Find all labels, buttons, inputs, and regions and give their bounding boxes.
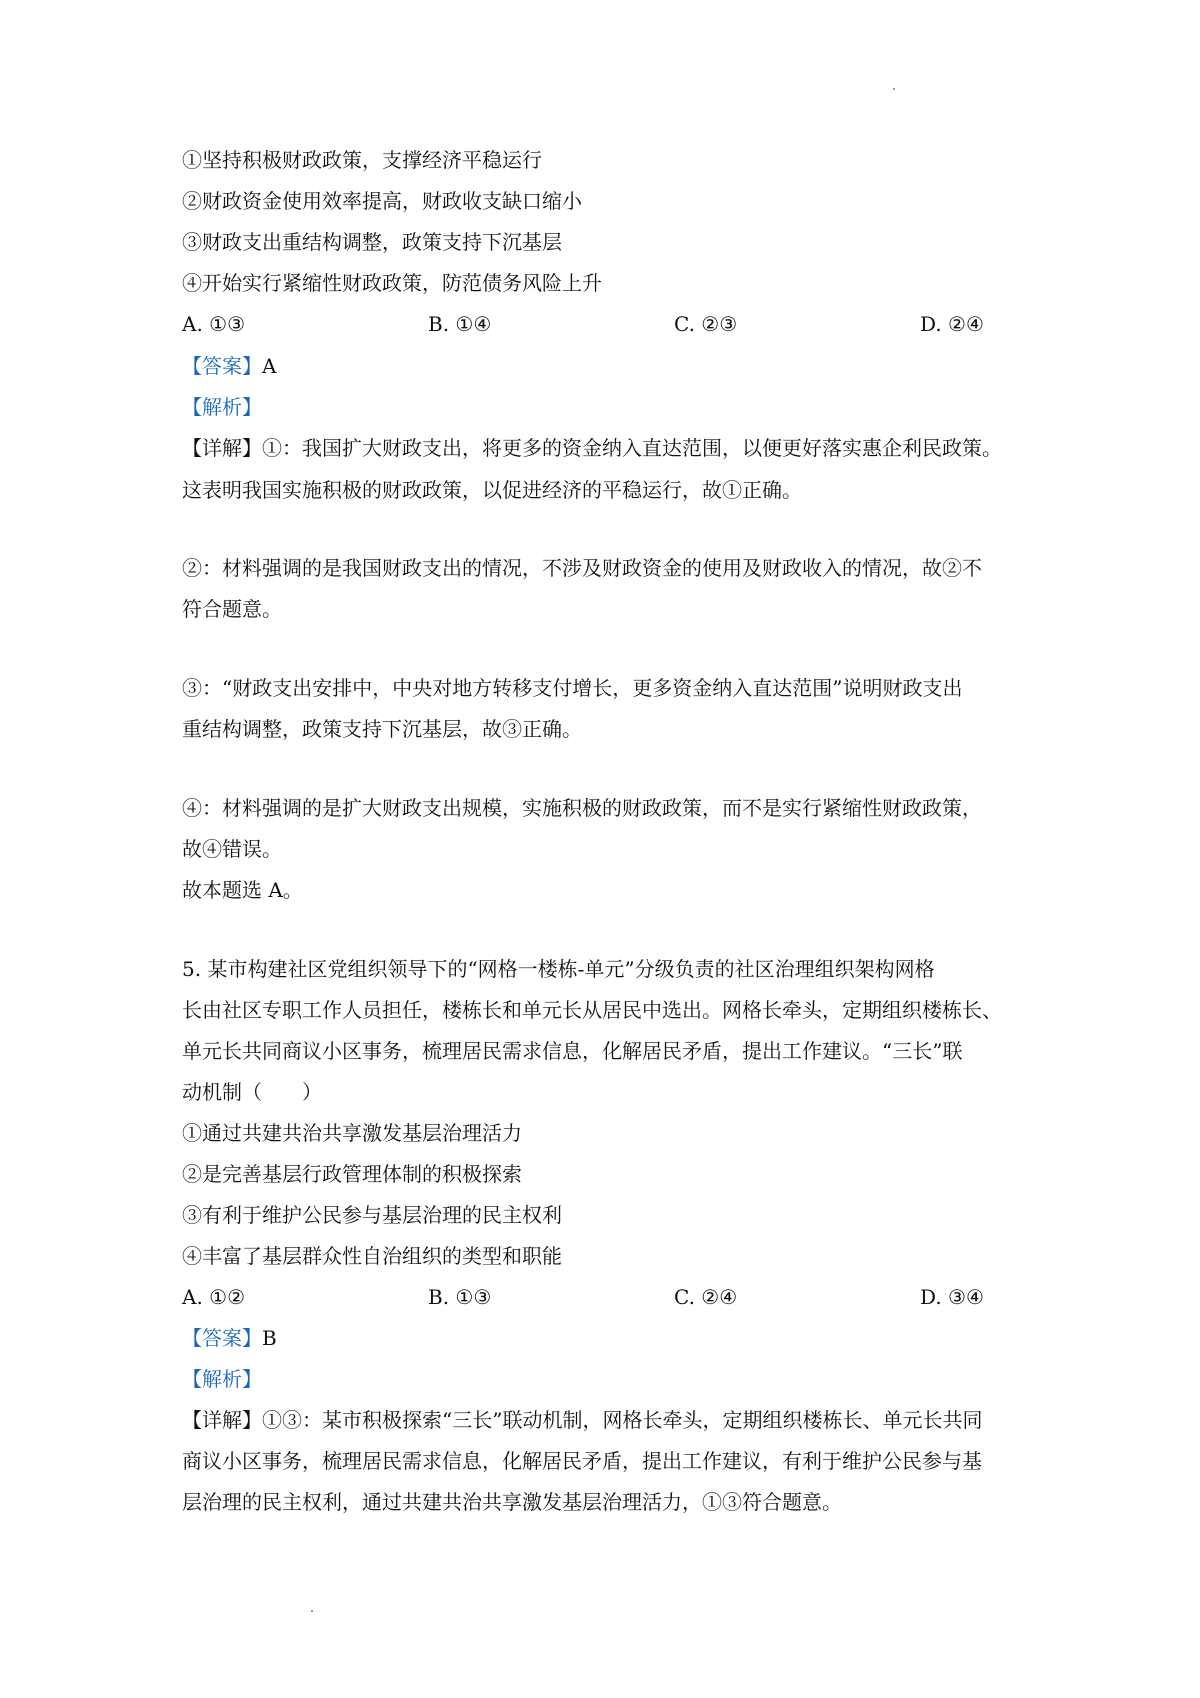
q4-detail-text: 故④错误。 [182,837,282,861]
q4-detail-text: 符合题意。 [182,597,282,621]
q4-statement: ②财政资金使用效率提高，财政收支缺口缩小 [182,189,582,213]
q5-statement: ②是完善基层行政管理体制的积极探索 [182,1162,522,1186]
q4-analysis-line [182,394,262,420]
q4-conclusion: 故本题选 A。 [182,878,303,902]
q5-detail-text: 商议小区事务，梳理居民需求信息，化解居民矛盾，提出工作建议，有利于维护公民参与基 [182,1449,982,1473]
q4-detail-text: 重结构调整，政策支持下沉基层，故③正确。 [182,717,582,741]
q4-detail-tag: 【详解】 [182,436,262,460]
q5-answer-value: B [262,1326,277,1350]
q5-detail-tag: 【详解】 [182,1408,262,1432]
q4-answer-value: A [262,354,277,378]
q5-stem: 单元长共同商议小区事务，梳理居民需求信息，化解居民矛盾，提出工作建议。“三长”联 [182,1039,963,1063]
q4-option-b: B. ①④ [428,312,492,336]
q5-option-a: A. ①② [182,1285,246,1309]
q4-option-d: D. ②④ [920,312,984,336]
q4-detail-line [182,435,1002,461]
q4-detail-text: ④：材料强调的是扩大财政支出规模，实施积极的财政政策，而不是实行紧缩性财政政策， [182,796,982,820]
q4-analysis-tag: 【解析】 [182,395,262,419]
q5-detail-text: 层治理的民主权利，通过共建共治共享激发基层治理活力，①③符合题意。 [182,1490,842,1514]
scan-dot [893,88,895,90]
q5-option-b: B. ①③ [428,1285,492,1309]
q4-option-c: C. ②③ [674,312,738,336]
q4-answer-line [182,353,276,379]
q5-statement: ①通过共建共治共享激发基层治理活力 [182,1121,522,1145]
q4-detail-text: 这表明我国实施积极的财政政策，以促进经济的平稳运行，故①正确。 [182,478,802,502]
q4-option-a: A. ①③ [182,312,246,336]
q5-option-c: C. ②④ [674,1285,738,1309]
q5-detail-text: ①③：某市积极探索“三长”联动机制，网格长牵头，定期组织楼栋长、单元长共同 [262,1408,983,1432]
q5-statement: ④丰富了基层群众性自治组织的类型和职能 [182,1244,562,1268]
q5-statement: ③有利于维护公民参与基层治理的民主权利 [182,1203,562,1227]
q4-detail-text: ③：“财政支出安排中，中央对地方转移支付增长，更多资金纳入直达范围”说明财政支出 [182,676,963,700]
q5-analysis-tag: 【解析】 [182,1367,262,1391]
q4-statement: ③财政支出重结构调整，政策支持下沉基层 [182,230,562,254]
q5-analysis-line [182,1366,262,1392]
q4-statement: ①坚持积极财政政策，支撑经济平稳运行 [182,148,542,172]
q5-stem: 动机制（ ） [182,1080,322,1104]
q4-detail-text: ①：我国扩大财政支出，将更多的资金纳入直达范围，以便更好落实惠企利民政策。 [262,436,1002,460]
q5-stem: 长由社区专职工作人员担任，楼栋长和单元长从居民中选出。网格长牵头，定期组织楼栋长、 [182,998,1002,1022]
q4-detail-text: ②：材料强调的是我国财政支出的情况，不涉及财政资金的使用及财政收入的情况，故②不 [182,556,982,580]
q4-statement: ④开始实行紧缩性财政政策，防范债务风险上升 [182,271,602,295]
q5-answer-tag: 【答案】 [182,1326,262,1350]
q4-answer-tag: 【答案】 [182,354,262,378]
q5-answer-line [182,1325,277,1351]
scan-dot [311,1610,313,1612]
q5-stem: 5. 某市构建社区党组织领导下的“网格一楼栋-单元”分级负责的社区治理组织架构网格 [182,957,935,981]
q5-option-d: D. ③④ [920,1285,984,1309]
q5-detail-line [182,1407,982,1433]
